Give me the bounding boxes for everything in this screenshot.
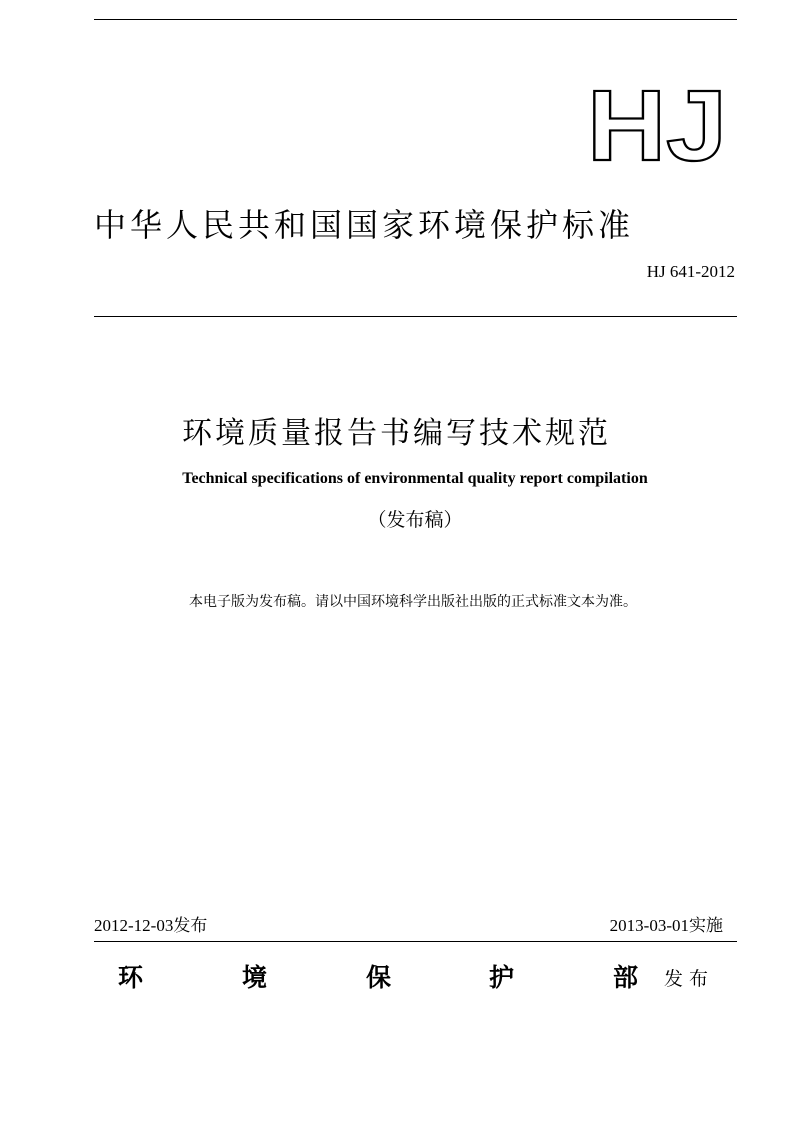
top-rule (94, 19, 737, 20)
hj-logo-text: HJ (587, 80, 727, 165)
issuer-char: 境 (242, 963, 268, 992)
issuer-char: 环 (118, 963, 144, 992)
header-rule (94, 316, 737, 317)
issuer-char: 保 (366, 963, 392, 992)
document-title-cn: 环境质量报告书编写技术规范 (182, 416, 611, 451)
edition-notice: 本电子版为发布稿。请以中国环境科学出版社出版的正式标准文本为准。 (189, 594, 637, 610)
issuer-char: 部 (613, 963, 639, 992)
issue-date: 2012-12-03发布 (94, 916, 208, 935)
hj-logo (585, 80, 730, 165)
document-title-en: Technical specifications of environmental quality report compilation (182, 470, 648, 487)
issuer-char: 护 (489, 963, 515, 992)
org-title: 中华人民共和国国家环境保护标准 (94, 206, 635, 244)
document-status: （发布稿） (367, 509, 463, 531)
footer-rule (94, 941, 737, 942)
issuer (118, 958, 728, 994)
standard-number: HJ 641-2012 (646, 262, 735, 281)
effective-date: 2013-03-01实施 (609, 916, 723, 935)
issuer-suffix: 发布 (664, 968, 715, 990)
